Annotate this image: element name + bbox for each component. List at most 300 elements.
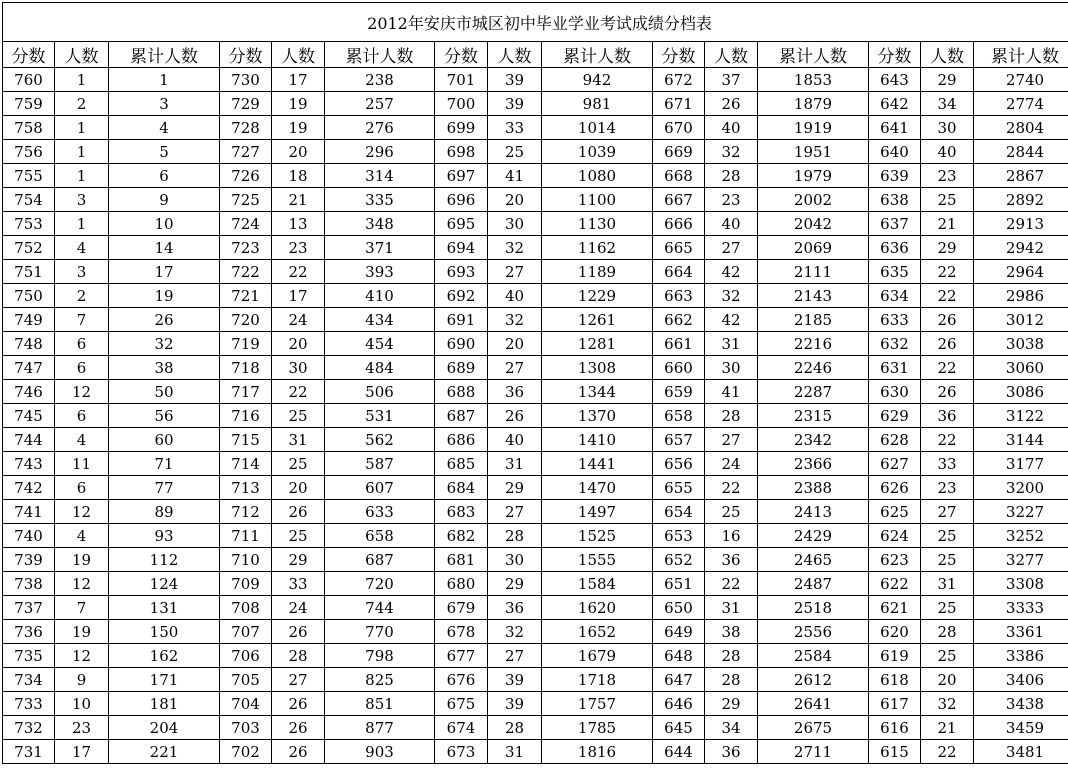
table-cell: 744 <box>3 428 55 452</box>
table-cell: 693 <box>435 260 488 284</box>
table-cell: 4 <box>55 236 109 260</box>
table-cell: 696 <box>435 188 488 212</box>
table-cell: 877 <box>325 716 435 740</box>
table-cell: 663 <box>653 284 705 308</box>
column-header: 分数 <box>220 42 272 68</box>
table-cell: 637 <box>869 212 921 236</box>
table-cell: 23 <box>55 716 109 740</box>
table-cell: 718 <box>220 356 272 380</box>
table-cell: 10 <box>55 692 109 716</box>
table-cell: 40 <box>921 140 974 164</box>
table-cell: 628 <box>869 428 921 452</box>
table-cell: 29 <box>921 236 974 260</box>
table-cell: 29 <box>705 692 758 716</box>
column-header: 人数 <box>55 42 109 68</box>
table-cell: 33 <box>921 452 974 476</box>
table-cell: 21 <box>921 212 974 236</box>
table-cell: 1162 <box>542 236 653 260</box>
table-cell: 2143 <box>758 284 869 308</box>
table-cell: 721 <box>220 284 272 308</box>
table-cell: 2 <box>55 92 109 116</box>
table-cell: 1951 <box>758 140 869 164</box>
table-row <box>3 68 1068 92</box>
table-cell: 702 <box>220 740 272 764</box>
table-cell: 708 <box>220 596 272 620</box>
table-cell: 506 <box>325 380 435 404</box>
column-header: 累计人数 <box>758 42 869 68</box>
table-cell: 633 <box>325 500 435 524</box>
table-row <box>3 92 1068 116</box>
table-cell: 743 <box>3 452 55 476</box>
table-cell: 706 <box>220 644 272 668</box>
table-cell: 2675 <box>758 716 869 740</box>
table-cell: 60 <box>109 428 220 452</box>
table-cell: 746 <box>3 380 55 404</box>
table-cell: 3252 <box>974 524 1068 548</box>
table-cell: 20 <box>488 188 542 212</box>
table-cell: 2584 <box>758 644 869 668</box>
table-cell: 770 <box>325 620 435 644</box>
table-cell: 25 <box>921 524 974 548</box>
table-cell: 36 <box>488 380 542 404</box>
table-cell: 32 <box>921 692 974 716</box>
table-cell: 3227 <box>974 500 1068 524</box>
table-cell: 745 <box>3 404 55 428</box>
table-cell: 3361 <box>974 620 1068 644</box>
table-cell: 112 <box>109 548 220 572</box>
table-cell: 22 <box>705 572 758 596</box>
table-cell: 181 <box>109 692 220 716</box>
table-cell: 393 <box>325 260 435 284</box>
table-cell: 1816 <box>542 740 653 764</box>
table-row <box>3 620 1068 644</box>
table-cell: 30 <box>488 212 542 236</box>
table-cell: 2216 <box>758 332 869 356</box>
table-cell: 1130 <box>542 212 653 236</box>
table-cell: 27 <box>921 500 974 524</box>
table-cell: 620 <box>869 620 921 644</box>
table-cell: 684 <box>435 476 488 500</box>
table-cell: 667 <box>653 188 705 212</box>
table-cell: 753 <box>3 212 55 236</box>
column-header: 人数 <box>921 42 974 68</box>
table-cell: 697 <box>435 164 488 188</box>
title-row <box>3 3 1068 42</box>
table-cell: 625 <box>869 500 921 524</box>
table-cell: 1 <box>55 116 109 140</box>
table-cell: 694 <box>435 236 488 260</box>
table-cell: 752 <box>3 236 55 260</box>
table-cell: 732 <box>3 716 55 740</box>
table-cell: 22 <box>921 428 974 452</box>
table-cell: 1470 <box>542 476 653 500</box>
table-cell: 2774 <box>974 92 1068 116</box>
table-cell: 686 <box>435 428 488 452</box>
table-cell: 25 <box>272 524 325 548</box>
table-cell: 2069 <box>758 236 869 260</box>
table-cell: 20 <box>272 476 325 500</box>
table-cell: 25 <box>921 548 974 572</box>
table-cell: 3 <box>109 92 220 116</box>
table-cell: 709 <box>220 572 272 596</box>
table-cell: 665 <box>653 236 705 260</box>
table-cell: 31 <box>921 572 974 596</box>
table-cell: 22 <box>921 284 974 308</box>
table-cell: 738 <box>3 572 55 596</box>
table-cell: 40 <box>488 428 542 452</box>
table-cell: 654 <box>653 500 705 524</box>
table-cell: 39 <box>488 668 542 692</box>
column-header: 分数 <box>869 42 921 68</box>
table-cell: 632 <box>869 332 921 356</box>
table-cell: 26 <box>488 404 542 428</box>
table-cell: 26 <box>921 308 974 332</box>
table-cell: 30 <box>921 116 974 140</box>
table-cell: 3459 <box>974 716 1068 740</box>
table-cell: 434 <box>325 308 435 332</box>
table-cell: 3200 <box>974 476 1068 500</box>
table-cell: 679 <box>435 596 488 620</box>
table-cell: 3 <box>55 260 109 284</box>
table-cell: 4 <box>55 524 109 548</box>
table-cell: 26 <box>921 332 974 356</box>
table-cell: 678 <box>435 620 488 644</box>
table-cell: 2913 <box>974 212 1068 236</box>
table-cell: 2892 <box>974 188 1068 212</box>
table-row <box>3 644 1068 668</box>
table-cell: 710 <box>220 548 272 572</box>
table-cell: 740 <box>3 524 55 548</box>
table-cell: 1344 <box>542 380 653 404</box>
table-cell: 25 <box>272 452 325 476</box>
table-cell: 664 <box>653 260 705 284</box>
table-row <box>3 524 1068 548</box>
table-cell: 727 <box>220 140 272 164</box>
table-cell: 3333 <box>974 596 1068 620</box>
table-cell: 724 <box>220 212 272 236</box>
table-cell: 677 <box>435 644 488 668</box>
column-header: 分数 <box>435 42 488 68</box>
table-cell: 587 <box>325 452 435 476</box>
table-cell: 629 <box>869 404 921 428</box>
table-cell: 36 <box>488 596 542 620</box>
table-cell: 124 <box>109 572 220 596</box>
table-cell: 22 <box>705 476 758 500</box>
table-cell: 633 <box>869 308 921 332</box>
table-cell: 38 <box>705 620 758 644</box>
table-cell: 89 <box>109 500 220 524</box>
table-cell: 23 <box>705 188 758 212</box>
table-cell: 40 <box>705 116 758 140</box>
table-cell: 1261 <box>542 308 653 332</box>
table-cell: 21 <box>921 716 974 740</box>
table-row <box>3 212 1068 236</box>
table-cell: 658 <box>325 524 435 548</box>
table-cell: 40 <box>705 212 758 236</box>
table-cell: 623 <box>869 548 921 572</box>
table-cell: 1229 <box>542 284 653 308</box>
table-cell: 29 <box>921 68 974 92</box>
table-cell: 3438 <box>974 692 1068 716</box>
table-cell: 728 <box>220 116 272 140</box>
table-cell: 1370 <box>542 404 653 428</box>
table-cell: 238 <box>325 68 435 92</box>
table-cell: 2986 <box>974 284 1068 308</box>
table-cell: 50 <box>109 380 220 404</box>
table-row <box>3 236 1068 260</box>
table-cell: 531 <box>325 404 435 428</box>
table-cell: 656 <box>653 452 705 476</box>
table-cell: 9 <box>109 188 220 212</box>
table-cell: 658 <box>653 404 705 428</box>
table-cell: 737 <box>3 596 55 620</box>
table-cell: 27 <box>488 644 542 668</box>
table-cell: 750 <box>3 284 55 308</box>
table-cell: 635 <box>869 260 921 284</box>
table-row <box>3 380 1068 404</box>
table-cell: 1 <box>55 164 109 188</box>
table-cell: 685 <box>435 452 488 476</box>
table-cell: 454 <box>325 332 435 356</box>
table-cell: 683 <box>435 500 488 524</box>
table-cell: 735 <box>3 644 55 668</box>
table-cell: 674 <box>435 716 488 740</box>
table-cell: 23 <box>272 236 325 260</box>
table-cell: 676 <box>435 668 488 692</box>
table-cell: 37 <box>705 68 758 92</box>
table-cell: 19 <box>55 620 109 644</box>
table-cell: 23 <box>921 476 974 500</box>
table-cell: 32 <box>488 236 542 260</box>
table-cell: 626 <box>869 476 921 500</box>
table-cell: 661 <box>653 332 705 356</box>
table-cell: 2 <box>55 284 109 308</box>
table-cell: 2964 <box>974 260 1068 284</box>
table-cell: 621 <box>869 596 921 620</box>
table-cell: 2518 <box>758 596 869 620</box>
table-cell: 2111 <box>758 260 869 284</box>
table-cell: 27 <box>272 668 325 692</box>
table-cell: 20 <box>488 332 542 356</box>
table-row <box>3 284 1068 308</box>
table-cell: 1410 <box>542 428 653 452</box>
column-header: 累计人数 <box>542 42 653 68</box>
table-cell: 18 <box>272 164 325 188</box>
table-cell: 3038 <box>974 332 1068 356</box>
table-cell: 688 <box>435 380 488 404</box>
table-cell: 616 <box>869 716 921 740</box>
table-cell: 19 <box>109 284 220 308</box>
table-row <box>3 452 1068 476</box>
table-cell: 639 <box>869 164 921 188</box>
table-row <box>3 188 1068 212</box>
table-cell: 26 <box>109 308 220 332</box>
table-cell: 22 <box>272 260 325 284</box>
table-cell: 20 <box>272 332 325 356</box>
table-cell: 748 <box>3 332 55 356</box>
table-cell: 30 <box>488 548 542 572</box>
table-cell: 13 <box>272 212 325 236</box>
table-cell: 2711 <box>758 740 869 764</box>
table-cell: 28 <box>705 404 758 428</box>
table-row <box>3 740 1068 764</box>
table-cell: 22 <box>921 356 974 380</box>
table-row <box>3 596 1068 620</box>
table-cell: 5 <box>109 140 220 164</box>
table-cell: 687 <box>325 548 435 572</box>
table-cell: 624 <box>869 524 921 548</box>
table-cell: 41 <box>488 164 542 188</box>
table-cell: 619 <box>869 644 921 668</box>
table-cell: 615 <box>869 740 921 764</box>
table-cell: 660 <box>653 356 705 380</box>
table-cell: 25 <box>921 188 974 212</box>
table-cell: 6 <box>55 356 109 380</box>
table-cell: 760 <box>3 68 55 92</box>
table-cell: 31 <box>488 740 542 764</box>
table-cell: 28 <box>705 668 758 692</box>
column-header: 分数 <box>3 42 55 68</box>
table-row <box>3 428 1068 452</box>
table-cell: 2556 <box>758 620 869 644</box>
table-cell: 798 <box>325 644 435 668</box>
table-cell: 691 <box>435 308 488 332</box>
table-cell: 2740 <box>974 68 1068 92</box>
table-cell: 1525 <box>542 524 653 548</box>
table-cell: 31 <box>705 596 758 620</box>
table-cell: 28 <box>488 524 542 548</box>
table-cell: 3086 <box>974 380 1068 404</box>
table-cell: 71 <box>109 452 220 476</box>
table-cell: 747 <box>3 356 55 380</box>
table-cell: 3060 <box>974 356 1068 380</box>
table-cell: 2388 <box>758 476 869 500</box>
table-cell: 19 <box>272 116 325 140</box>
table-cell: 42 <box>705 260 758 284</box>
table-row <box>3 716 1068 740</box>
table-cell: 2246 <box>758 356 869 380</box>
table-cell: 314 <box>325 164 435 188</box>
table-cell: 26 <box>272 692 325 716</box>
table-cell: 25 <box>272 404 325 428</box>
table-cell: 3122 <box>974 404 1068 428</box>
table-cell: 699 <box>435 116 488 140</box>
table-cell: 17 <box>272 68 325 92</box>
table-cell: 689 <box>435 356 488 380</box>
table-cell: 131 <box>109 596 220 620</box>
table-cell: 410 <box>325 284 435 308</box>
table-cell: 1497 <box>542 500 653 524</box>
table-cell: 638 <box>869 188 921 212</box>
table-cell: 25 <box>705 500 758 524</box>
table-cell: 741 <box>3 500 55 524</box>
table-cell: 695 <box>435 212 488 236</box>
table-cell: 3177 <box>974 452 1068 476</box>
table-cell: 903 <box>325 740 435 764</box>
column-header: 累计人数 <box>325 42 435 68</box>
table-cell: 647 <box>653 668 705 692</box>
table-cell: 2487 <box>758 572 869 596</box>
table-cell: 34 <box>921 92 974 116</box>
table-cell: 681 <box>435 548 488 572</box>
table-cell: 3386 <box>974 644 1068 668</box>
table-cell: 2867 <box>974 164 1068 188</box>
table-cell: 17 <box>55 740 109 764</box>
table-cell: 730 <box>220 68 272 92</box>
table-cell: 10 <box>109 212 220 236</box>
table-cell: 723 <box>220 236 272 260</box>
table-cell: 28 <box>705 644 758 668</box>
table-cell: 734 <box>3 668 55 692</box>
table-cell: 2942 <box>974 236 1068 260</box>
table-row <box>3 140 1068 164</box>
table-cell: 675 <box>435 692 488 716</box>
table-cell: 704 <box>220 692 272 716</box>
table-cell: 641 <box>869 116 921 140</box>
table-cell: 31 <box>705 332 758 356</box>
table-row <box>3 308 1068 332</box>
table-cell: 1584 <box>542 572 653 596</box>
table-cell: 707 <box>220 620 272 644</box>
table-cell: 4 <box>55 428 109 452</box>
table-cell: 703 <box>220 716 272 740</box>
table-cell: 722 <box>220 260 272 284</box>
table-cell: 32 <box>705 284 758 308</box>
table-cell: 3406 <box>974 668 1068 692</box>
table-cell: 742 <box>3 476 55 500</box>
table-cell: 33 <box>488 116 542 140</box>
table-cell: 371 <box>325 236 435 260</box>
table-cell: 77 <box>109 476 220 500</box>
table-cell: 16 <box>705 524 758 548</box>
table-cell: 648 <box>653 644 705 668</box>
table-cell: 21 <box>272 188 325 212</box>
table-cell: 1620 <box>542 596 653 620</box>
table-cell: 2641 <box>758 692 869 716</box>
table-cell: 659 <box>653 380 705 404</box>
table-cell: 27 <box>705 236 758 260</box>
table-row <box>3 500 1068 524</box>
table-cell: 607 <box>325 476 435 500</box>
table-cell: 672 <box>653 68 705 92</box>
table-cell: 296 <box>325 140 435 164</box>
table-cell: 712 <box>220 500 272 524</box>
table-cell: 36 <box>705 740 758 764</box>
table-cell: 705 <box>220 668 272 692</box>
table-cell: 3144 <box>974 428 1068 452</box>
table-row <box>3 332 1068 356</box>
table-cell: 645 <box>653 716 705 740</box>
table-cell: 2315 <box>758 404 869 428</box>
table-cell: 36 <box>921 404 974 428</box>
table-cell: 652 <box>653 548 705 572</box>
table-cell: 20 <box>272 140 325 164</box>
table-cell: 2612 <box>758 668 869 692</box>
table-cell: 26 <box>272 620 325 644</box>
table-cell: 698 <box>435 140 488 164</box>
table-cell: 32 <box>488 308 542 332</box>
table-cell: 36 <box>705 548 758 572</box>
table-cell: 673 <box>435 740 488 764</box>
table-cell: 335 <box>325 188 435 212</box>
table-cell: 348 <box>325 212 435 236</box>
table-cell: 221 <box>109 740 220 764</box>
table-cell: 3481 <box>974 740 1068 764</box>
column-header: 分数 <box>653 42 705 68</box>
table-cell: 666 <box>653 212 705 236</box>
table-cell: 1879 <box>758 92 869 116</box>
table-cell: 25 <box>488 140 542 164</box>
